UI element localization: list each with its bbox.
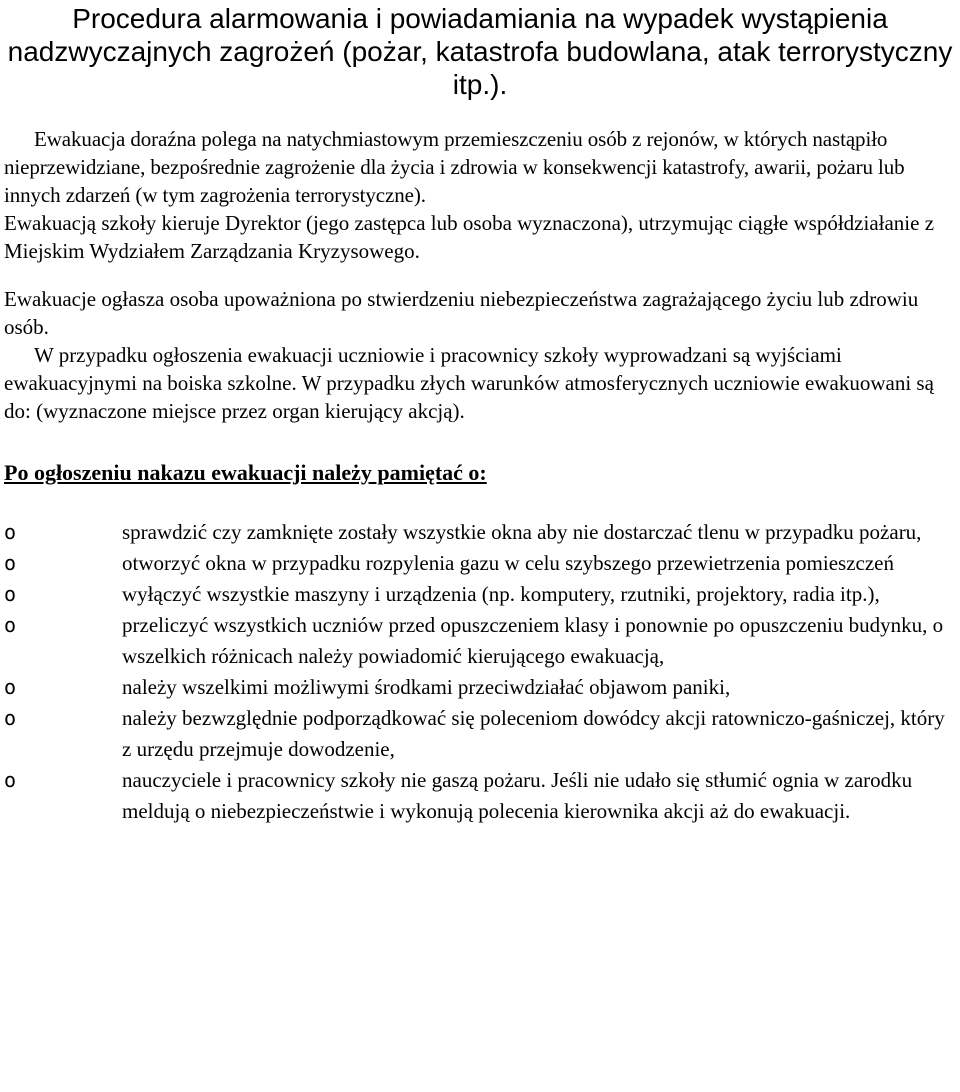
- section-heading: Po ogłoszeniu nakazu ewakuacji należy pamiętać o:: [4, 460, 487, 485]
- list-bullet: o: [4, 582, 17, 606]
- list-bullet: o: [4, 520, 17, 544]
- document-title: Procedura alarmowania i powiadamiania na wypadek wystąpienia nadzwyczajnych zagrożeń (pożar, katastrofa budowlana, atak terrorystyczny itp.).: [7, 3, 953, 100]
- list-item: [4, 765, 956, 827]
- instructions-list: [4, 517, 956, 827]
- list-item-text: należy wszelkimi możliwymi środkami przeciwdziałać objawom paniki,: [122, 675, 731, 699]
- paragraph-evacuation-route: W przypadku ogłoszenia ewakuacji uczniowie i pracownicy szkoły wyprowadzani są wyjściami ewakuacyjnymi na boiska szkolne. W przypadku złych warunków atmosferycznych uczniowie ewakuowani są do: (wyznaczone miejsce przez organ kierujący akcją).: [4, 343, 934, 423]
- paragraph-evacuation-announcement: Ewakuacje ogłasza osoba upoważniona po stwierdzeniu niebezpieczeństwa zagrażającego życiu lub zdrowiu osób.: [4, 287, 919, 339]
- list-item-text: nauczyciele i pracownicy szkoły nie gaszą pożaru. Jeśli nie udało się stłumić ognia w zarodku meldują o niebezpieczeństwie i wykonują polecenia kierownika akcji aż do ewakuacji.: [122, 768, 913, 823]
- list-item-text: przeliczyć wszystkich uczniów przed opuszczeniem klasy i ponownie po opuszczeniu budynku, o wszelkich różnicach należy powiadomić kierującego ewakuacją,: [122, 613, 944, 668]
- list-item-text: otworzyć okna w przypadku rozpylenia gazu w celu szybszego przewietrzenia pomieszczeń: [122, 551, 894, 575]
- list-item-text: wyłączyć wszystkie maszyny i urządzenia (np. komputery, rzutniki, projektory, radia itp.),: [122, 582, 880, 606]
- list-item: [4, 579, 956, 610]
- list-item-text: sprawdzić czy zamknięte zostały wszystkie okna aby nie dostarczać tlenu w przypadku pożaru,: [122, 520, 922, 544]
- list-item-text: należy bezwzględnie podporządkować się poleceniom dowódcy akcji ratowniczo-gaśniczej, który z urzędu przejmuje dowodzenie,: [122, 706, 945, 761]
- paragraph-evacuation-director: Ewakuacją szkoły kieruje Dyrektor (jego zastępca lub osoba wyznaczona), utrzymując ciągłe współdziałanie z Miejskim Wydziałem Zarządzania Kryzysowego.: [4, 211, 935, 263]
- list-bullet: o: [4, 675, 17, 699]
- list-bullet: o: [4, 706, 17, 730]
- list-bullet: o: [4, 768, 17, 792]
- list-item: [4, 703, 956, 765]
- list-item: [4, 610, 956, 672]
- list-bullet: o: [4, 551, 17, 575]
- list-item: [4, 548, 956, 579]
- list-item: [4, 517, 956, 548]
- list-bullet: o: [4, 613, 17, 637]
- list-item: [4, 672, 956, 703]
- paragraph-evacuation-definition: Ewakuacja doraźna polega na natychmiastowym przemieszczeniu osób z rejonów, w których nastąpiło nieprzewidziane, bezpośrednie zagrożenie dla życia i zdrowia w konsekwencji katastrofy, awarii, pożaru lub innych zdarzeń (w tym zagrożenia terrorystyczne).: [4, 127, 905, 207]
